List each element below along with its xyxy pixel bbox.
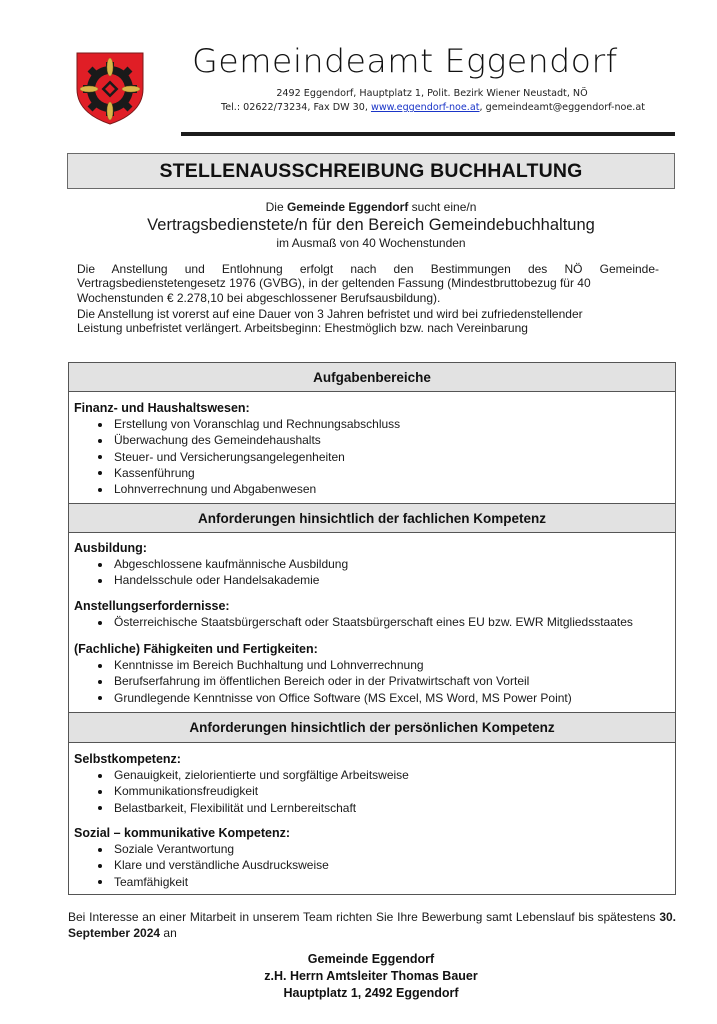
document-title-banner <box>67 153 675 189</box>
list-item: Soziale Verantwortung <box>69 841 329 857</box>
section-header-tasks <box>69 363 675 392</box>
requirements-table <box>68 362 676 895</box>
list-item: Erstellung von Voranschlag und Rechnungsabschluss <box>69 416 400 432</box>
contact-email: , gemeindeamt@eggendorf-noe.at <box>479 102 645 113</box>
job-intro <box>67 200 675 251</box>
coat-of-arms-icon <box>75 51 145 125</box>
list-item: Belastbarkeit, Flexibilität und Lernbereitschaft <box>69 800 409 816</box>
section-header-professional <box>69 503 675 533</box>
list-item: Genauigkeit, zielorientierte und sorgfältige Arbeitsweise <box>69 767 409 783</box>
paragraph-text: Leistung unbefristet verlängert. Arbeitsbeginn: Ehestmöglich bzw. nach Vereinbarung <box>77 321 528 336</box>
list-item: Steuer- und Versicherungsangelegenheiten <box>69 449 400 465</box>
section-heading: Anforderungen hinsichtlich der persönlichen Kompetenz <box>189 720 555 735</box>
social-competence-list <box>69 841 329 890</box>
application-deadline: 30. September 2024 <box>68 910 676 940</box>
recipient-contact-person: z.H. Herrn Amtsleiter Thomas Bauer <box>264 969 478 983</box>
list-item: Lohnverrechnung und Abgabenwesen <box>69 481 400 497</box>
skills-list <box>69 657 572 706</box>
working-hours: im Ausmaß von 40 Wochenstunden <box>276 236 466 250</box>
group-label: Anstellungserfordernisse: <box>74 599 230 613</box>
group-label: Ausbildung: <box>74 541 147 555</box>
list-item: Überwachung des Gemeindehaushalts <box>69 432 400 448</box>
position-title: Vertragsbedienstete/n für den Bereich Gemeindebuchhaltung <box>147 216 595 234</box>
list-item: Kommunikationsfreudigkeit <box>69 783 409 799</box>
group-label: Sozial – kommunikative Kompetenz: <box>74 826 291 840</box>
list-item: Grundlegende Kenntnisse von Office Software (MS Excel, MS Word, MS Power Point) <box>69 690 572 706</box>
paragraph-text: Wochenstunden € 2.278,10 bei abgeschlossener Berufsausbildung). <box>77 290 441 305</box>
intro-line <box>67 200 675 215</box>
closing-text: an <box>160 926 177 940</box>
organization-address: 2492 Eggendorf, Hauptplatz 1, Polit. Bezirk Wiener Neustadt, NÖ <box>276 88 588 99</box>
list-item: Klare und verständliche Ausdrucksweise <box>69 857 329 873</box>
list-item: Österreichische Staatsbürgerschaft oder Staatsbürgerschaft eines EU bzw. EWR Mitgliedsstaates <box>69 614 633 630</box>
contact-phone-fax: Tel.: 02622/73234, Fax DW 30, <box>220 102 371 113</box>
intro-text: Die <box>265 200 287 214</box>
document-title: STELLENAUSSCHREIBUNG BUCHHALTUNG <box>159 159 583 182</box>
organization-name: Gemeindeamt Eggendorf <box>192 42 618 80</box>
application-instructions <box>68 909 676 941</box>
recipient-address <box>67 951 675 1002</box>
intro-text: sucht eine/n <box>408 200 477 214</box>
paragraph-text: Die Anstellung und Entlohnung erfolgt nach den Bestimmungen des NÖ Gemeinde-Vertragsbedienstetengesetz 1976 (GVBG), in der geltenden Fassung (Mindestbruttobezug für 40 <box>77 262 659 291</box>
organization-contact <box>192 102 674 113</box>
recipient-street-address: Hauptplatz 1, 2492 Eggendorf <box>283 986 459 1000</box>
closing-text: Bei Interesse an einer Mitarbeit in unserem Team richten Sie Ihre Bewerbung samt Lebenslauf bis spätestens <box>68 910 660 924</box>
section-heading: Aufgabenbereiche <box>313 369 431 385</box>
recipient-organization: Gemeinde Eggendorf <box>307 952 435 966</box>
group-label: (Fachliche) Fähigkeiten und Fertigkeiten: <box>74 642 318 656</box>
task-list <box>69 416 400 497</box>
contract-duration-paragraph <box>77 307 659 336</box>
list-item: Handelsschule oder Handelsakademie <box>69 572 348 588</box>
list-item: Teamfähigkeit <box>69 874 329 890</box>
list-item: Abgeschlossene kaufmännische Ausbildung <box>69 556 348 572</box>
list-item: Kassenführung <box>69 465 400 481</box>
website-link[interactable]: www.eggendorf-noe.at <box>370 102 480 113</box>
education-list <box>69 556 348 589</box>
paragraph-text: Die Anstellung ist vorerst auf eine Dauer von 3 Jahren befristet und wird bei zufriedenstellender <box>77 307 583 321</box>
section-heading: Anforderungen hinsichtlich der fachlichen Kompetenz <box>197 510 547 526</box>
employment-terms-paragraph <box>77 262 659 305</box>
header-divider <box>181 132 675 136</box>
list-item: Berufserfahrung im öffentlichen Bereich oder in der Privatwirtschaft von Vorteil <box>69 673 572 689</box>
self-competence-list <box>69 767 409 816</box>
list-item: Kenntnisse im Bereich Buchhaltung und Lohnverrechnung <box>69 657 572 673</box>
group-label: Selbstkompetenz: <box>74 752 181 766</box>
employer-name: Gemeinde Eggendorf <box>286 200 409 214</box>
requirements-list <box>69 614 633 630</box>
section-header-personal <box>69 712 675 743</box>
group-label: Finanz- und Haushaltswesen: <box>74 401 250 415</box>
